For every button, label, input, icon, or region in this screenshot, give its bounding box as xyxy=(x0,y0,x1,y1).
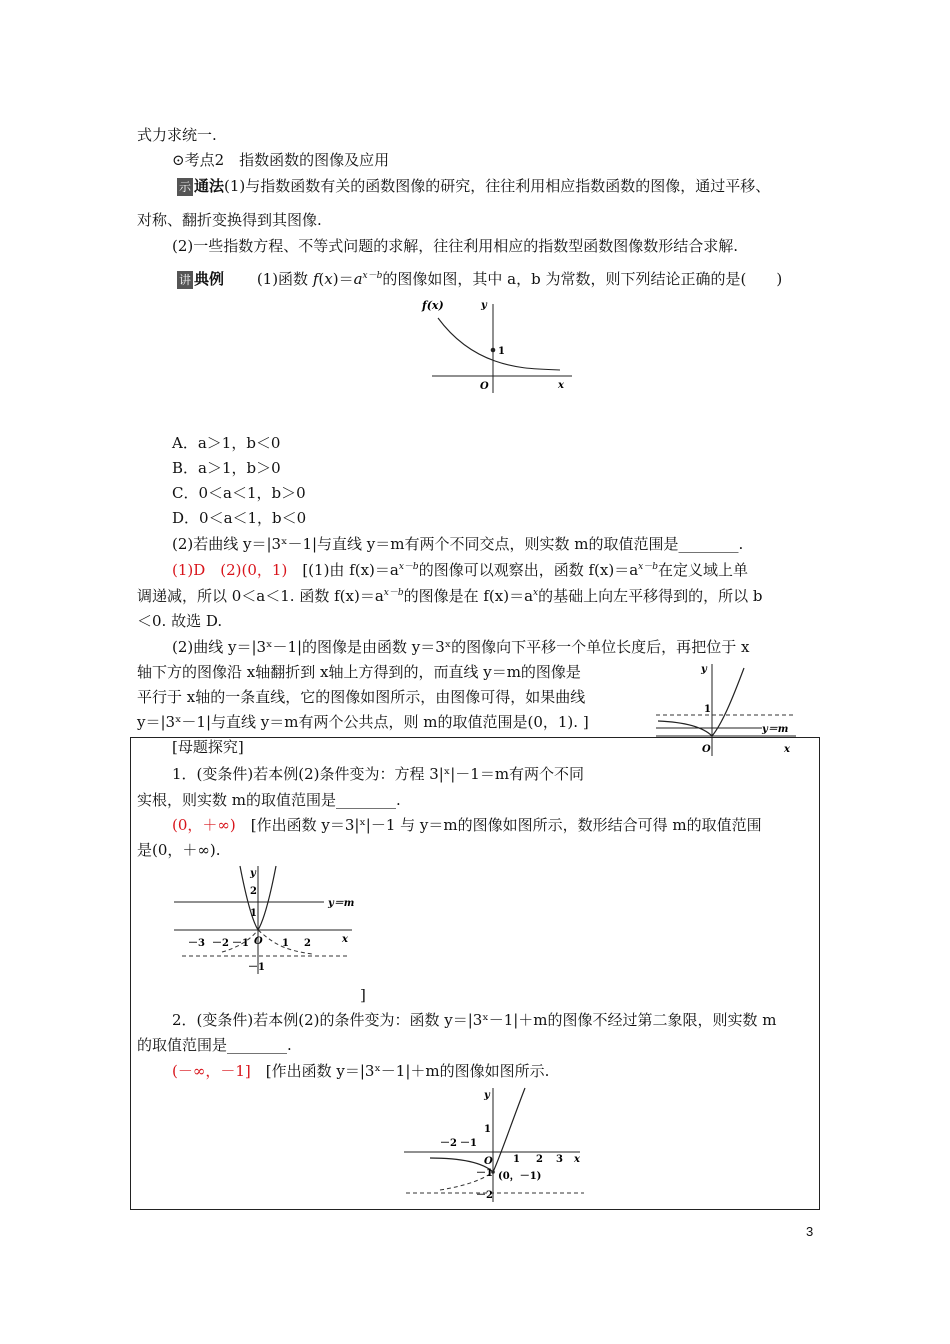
answer-l1a: [(1)由 f(x)＝a xyxy=(287,561,399,579)
graph4-label-p2: 2 xyxy=(536,1154,543,1165)
item2-answer xyxy=(172,1061,549,1081)
graph4-label-p1: 1 xyxy=(513,1154,520,1165)
answer-l2-exp: x－b xyxy=(383,588,404,598)
graph3-label-neg3: －3 xyxy=(188,938,205,949)
answer-p2-line4: y＝|3ˣ－1|与直线 y＝m有两个公共点，则 m的取值范围是(0，1). ] xyxy=(137,713,589,731)
graph4-label-p3: 3 xyxy=(556,1154,563,1165)
item1-line2: 实根，则实数 m的取值范围是________. xyxy=(137,791,401,809)
method-paragraph-1 xyxy=(177,176,770,196)
answer-line-3: ＜0. 故选 D. xyxy=(137,612,223,630)
graph2-label-origin: O xyxy=(702,744,711,755)
item1-answer xyxy=(172,815,762,835)
graph4-label-x: x xyxy=(574,1154,580,1165)
graph2-label-one: 1 xyxy=(704,704,711,715)
item1-line1: 1．(变条件)若本例(2)条件变为：方程 3|ˣ|－1＝m有两个不同 xyxy=(172,765,585,783)
graph3-label-origin: O xyxy=(254,936,263,947)
example-tag-text: 典例 xyxy=(194,270,225,288)
answer-l1-exp2: x－b xyxy=(638,562,658,572)
intro-line: 式力求统一. xyxy=(137,126,217,144)
answer-l2c: 的基础上向左平移得到的，所以 b xyxy=(538,587,763,605)
answer-p2-line2: 轴下方的图像沿 x轴翻折到 x轴上方得到的，而直线 y＝m的图像是 xyxy=(137,663,581,681)
q1-eq: )＝ xyxy=(332,270,354,288)
q1-post: 的图像如图，其中 a，b 为常数，则下列结论正确的是( ) xyxy=(382,270,783,288)
example-question-2: (2)若曲线 y＝|3ˣ－1|与直线 y＝m有两个不同交点，则实数 m的取值范围是________. xyxy=(172,535,744,553)
answer-red: (1)D (2)(0，1) xyxy=(172,561,288,579)
example-tag: 讲 xyxy=(179,273,192,287)
graph2-curve xyxy=(658,668,744,736)
graph1-label-y: y xyxy=(481,300,487,311)
graph4-label-yneg2: －2 xyxy=(476,1190,493,1201)
answer-l2b: 的图像是在 f(x)＝a xyxy=(403,587,534,605)
graph1-label-fx: f(x) xyxy=(422,299,444,312)
box-title: [母题探究] xyxy=(172,738,244,756)
q1-a: a xyxy=(353,270,363,288)
option-a: A．a＞1，b＜0 xyxy=(172,434,281,452)
graph1-label-x: x xyxy=(558,380,564,391)
item2-line1: 2．(变条件)若本例(2)的条件变为：函数 y＝|3ˣ－1|＋m的图像不经过第二象限，则实数 m xyxy=(172,1011,777,1029)
method-p1-text: (1)与指数函数有关的函数图像的研究，往往利用相应指数函数的图像，通过平移、 xyxy=(224,177,771,195)
graph1-curve xyxy=(438,318,560,370)
graph1-label-one: 1 xyxy=(498,346,505,357)
graph2-label-ym: y＝m xyxy=(762,724,789,735)
option-c: C．0＜a＜1，b＞0 xyxy=(172,484,306,502)
option-b: B．a＞1，b＞0 xyxy=(172,459,281,477)
answer-p2-line1: (2)曲线 y＝|3ˣ－1|的图像是由函数 y＝3ˣ的图像向下平移一个单位长度后，再把位于 x xyxy=(172,638,750,656)
graph-3 xyxy=(172,862,362,977)
graph3-label-one: 1 xyxy=(250,908,257,919)
method-paragraph-2: (2)一些指数方程、不等式问题的求解，往往利用相应的指数型函数图像数形结合求解. xyxy=(172,237,739,255)
graph2-label-x: x xyxy=(784,744,790,755)
item1-close-bracket: ] xyxy=(360,986,366,1004)
section-title: ⊙考点2 指数函数的图像及应用 xyxy=(172,151,390,169)
item2-answer-rest: [作出函数 y＝|3ˣ－1|＋m的图像如图所示. xyxy=(250,1062,550,1080)
graph3-label-ym: y＝m xyxy=(328,898,355,909)
answer-line-1 xyxy=(172,560,748,580)
method-p1-line2: 对称、翻折变换得到其图像. xyxy=(137,211,322,229)
graph3-label-x: x xyxy=(342,934,348,945)
graph4-label-yneg1: －1 xyxy=(476,1168,493,1179)
answer-l1c: 在定义域上单 xyxy=(657,561,748,579)
graph3-label-y: y xyxy=(250,868,256,879)
graph4-label-one: 1 xyxy=(484,1124,491,1135)
answer-l2-exp2: x xyxy=(533,588,539,598)
answer-p2-line3: 平行于 x轴的一条直线，它的图像如图所示，由图像可得，如果曲线 xyxy=(137,688,586,706)
graph3-label-yneg1: －1 xyxy=(248,962,265,973)
graph3-label-p1: 1 xyxy=(282,938,289,949)
graph3-label-two: 2 xyxy=(250,886,257,897)
graph-4 xyxy=(400,1082,595,1204)
item2-answer-red: (－∞，－1] xyxy=(172,1062,251,1080)
answer-l2a: 调递减，所以 0＜a＜1. 函数 f(x)＝a xyxy=(137,587,384,605)
graph4-label-y: y xyxy=(484,1090,490,1101)
graph4-label-neg2: －2 xyxy=(440,1138,457,1149)
item1-answer-line2: 是(0，＋∞). xyxy=(137,841,221,859)
answer-l1b: 的图像可以观察出，函数 f(x)＝a xyxy=(418,561,639,579)
graph4-label-point: (0，－1) xyxy=(498,1171,542,1182)
graph-1 xyxy=(420,296,580,396)
q1-paren: ( xyxy=(318,270,325,288)
page-number: 3 xyxy=(806,1224,814,1239)
graph3-label-p2: 2 xyxy=(304,938,311,949)
graph4-curve xyxy=(430,1088,525,1172)
method-tag-text: 通法 xyxy=(194,177,225,195)
q1-pre: (1)函数 xyxy=(256,270,313,288)
item1-answer-rest: [作出函数 y＝3|ˣ|－1 与 y＝m的图像如图所示，数形结合可得 m的取值范围 xyxy=(235,816,762,834)
graph3-label-neg1: －1 xyxy=(232,938,249,949)
method-tag: 示 xyxy=(179,180,192,194)
example-question-1 xyxy=(177,269,782,289)
answer-line-2 xyxy=(137,586,763,606)
graph4-label-neg1: －1 xyxy=(460,1138,477,1149)
item2-line2: 的取值范围是________. xyxy=(137,1036,292,1054)
q1-x: x xyxy=(324,270,333,288)
answer-l1-exp: x－b xyxy=(398,562,419,572)
graph1-point xyxy=(491,348,496,353)
graph1-label-origin: O xyxy=(480,381,489,392)
graph4-label-origin: O xyxy=(484,1156,493,1167)
item1-answer-red: (0，＋∞) xyxy=(172,816,236,834)
option-d: D．0＜a＜1，b＜0 xyxy=(172,509,307,527)
q1-exp: x－b xyxy=(362,271,383,281)
graph2-label-y: y xyxy=(701,664,707,675)
graph3-label-neg2: －2 xyxy=(212,938,229,949)
q1-f: f xyxy=(312,270,319,288)
